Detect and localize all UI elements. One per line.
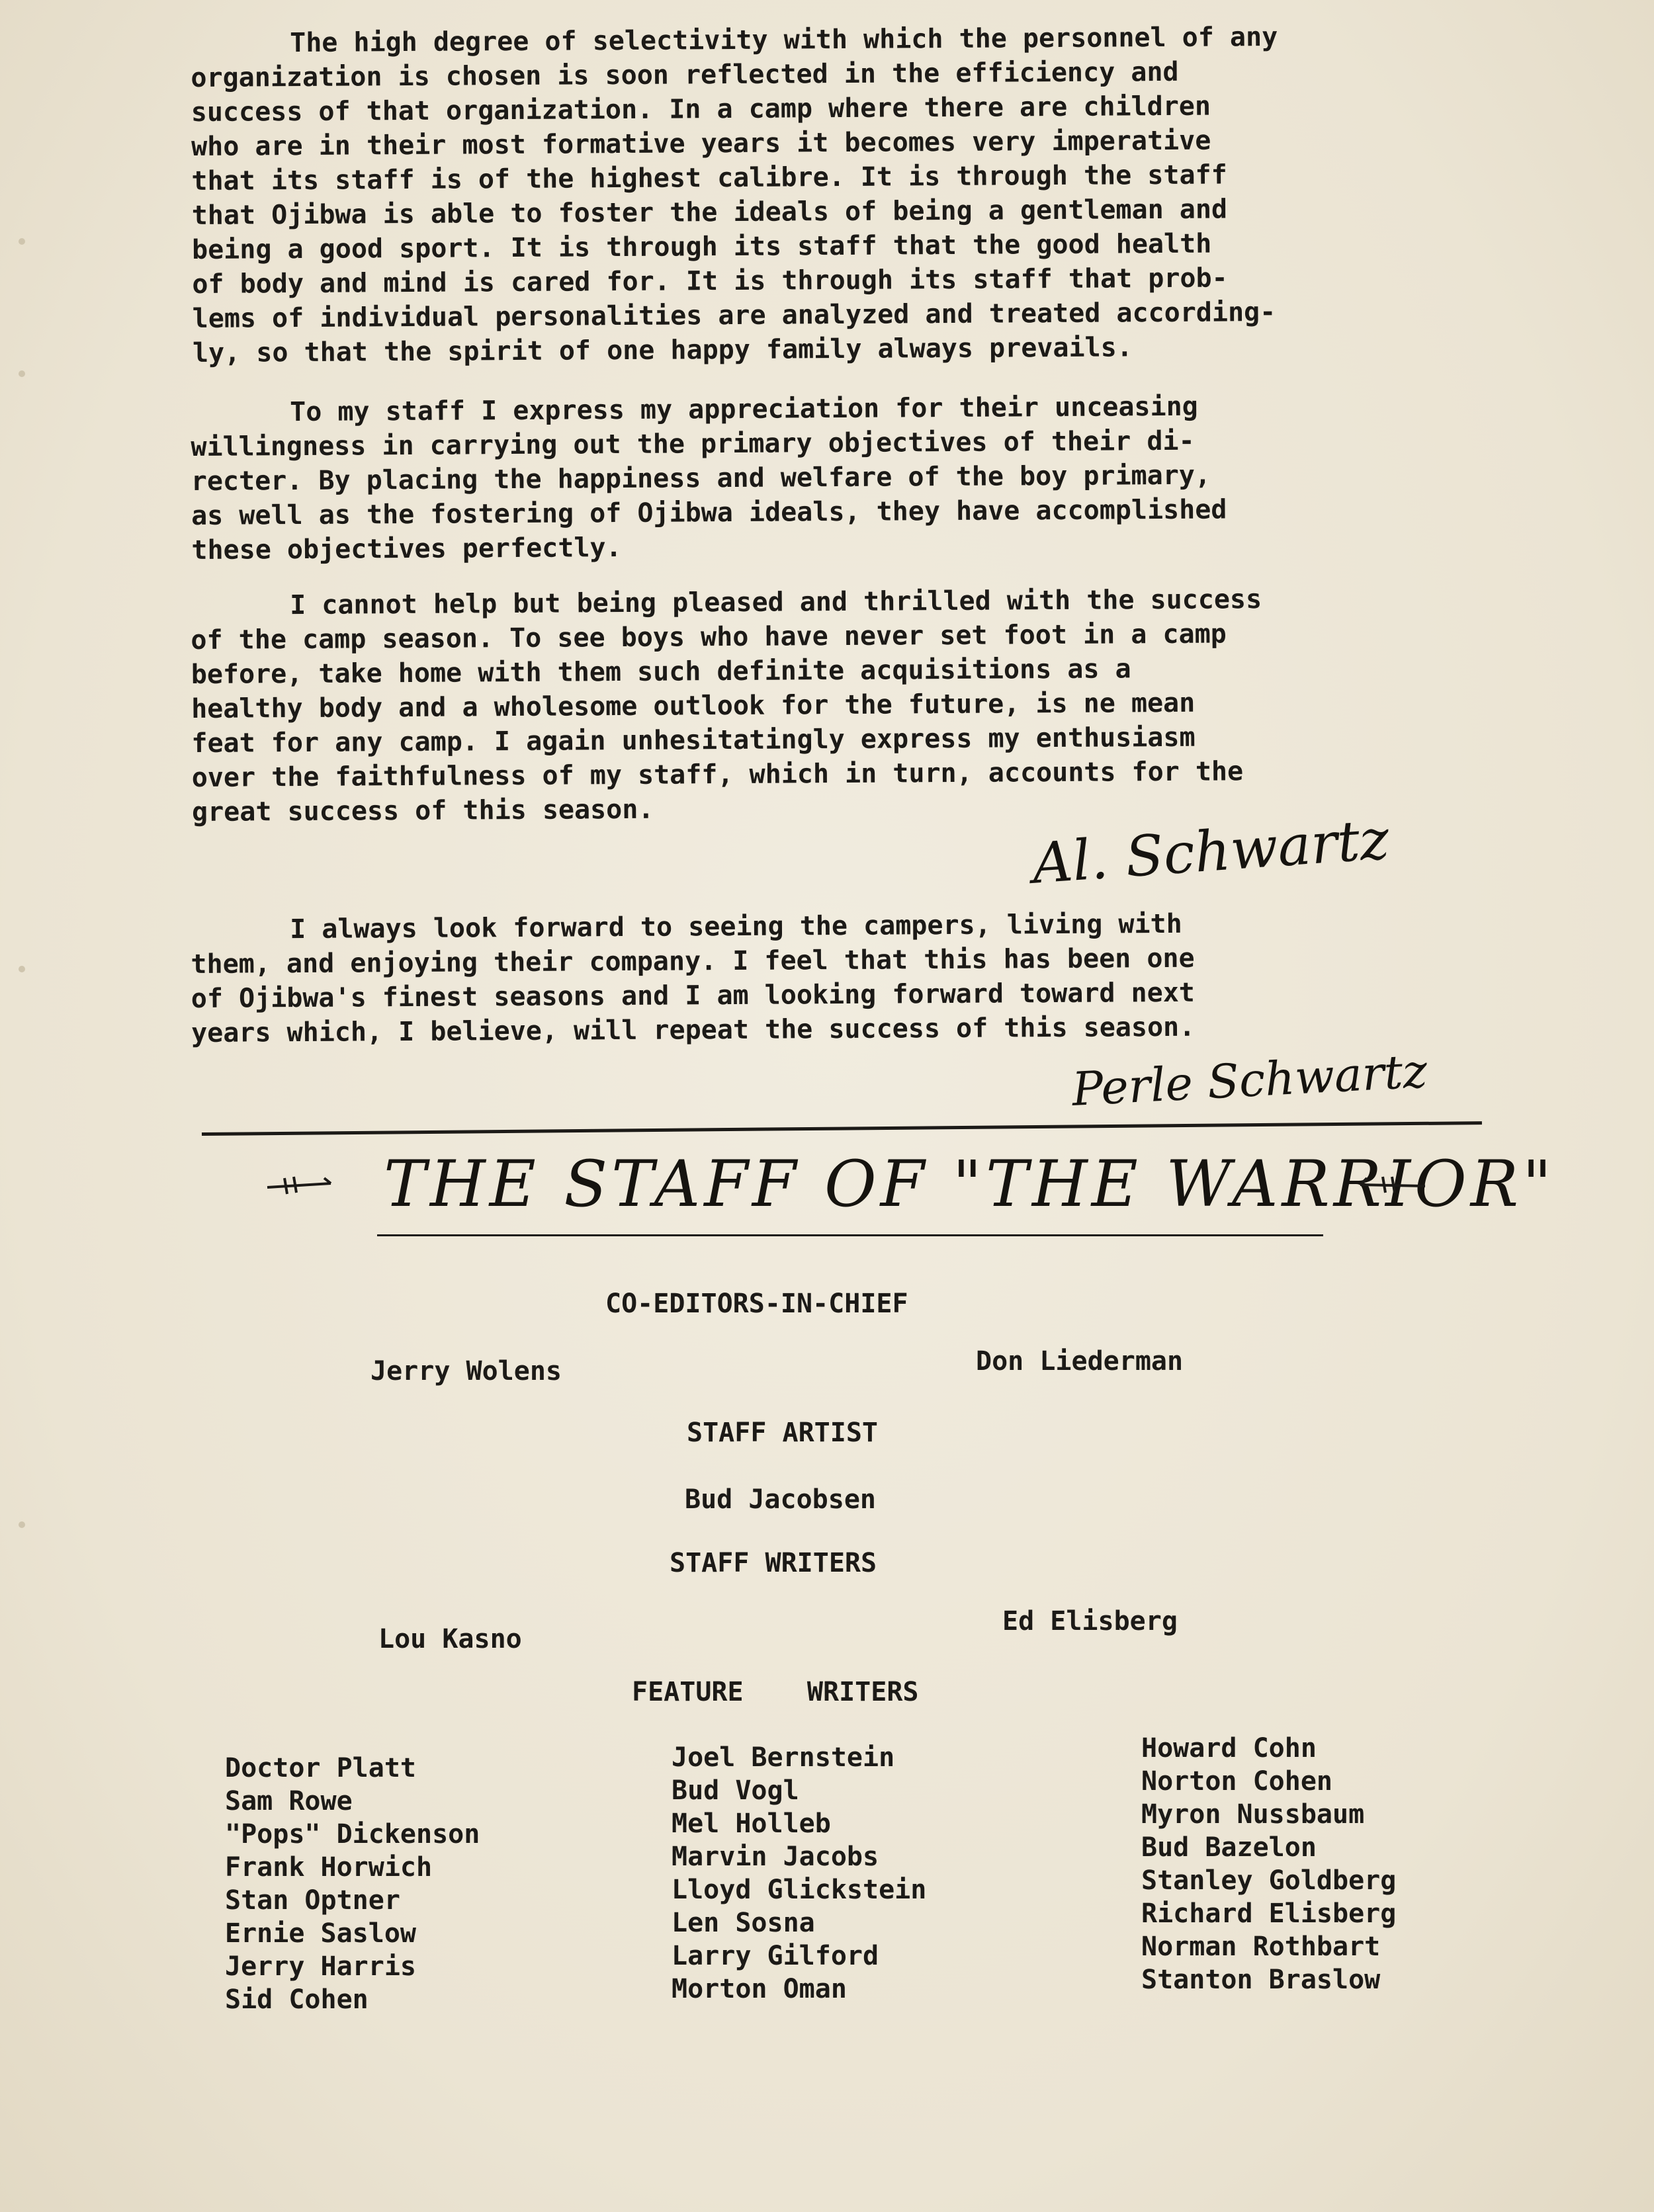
- list-item: Stanley Goldberg: [1141, 1865, 1397, 1896]
- list-item: Morton Oman: [672, 1974, 847, 2004]
- feature-writers-column-1: [225, 1752, 480, 2016]
- staff-writers-heading: STAFF WRITERS: [670, 1548, 877, 1578]
- banner-title: THE STAFF OF "THE WARRIOR": [384, 1147, 1556, 1221]
- list-item: Myron Nussbaum: [1141, 1799, 1365, 1830]
- right-flourish-icon: [1356, 1173, 1429, 1199]
- paragraph-campers: I always look forward to seeing the campers, living with them, and enjoying their company. I feel that this has been one of Ojibwa's finest seasons and I am looking forward toward next years which, I believe, will repeat the success of this season.: [191, 908, 1196, 1048]
- feature-writers-heading: FEATURE WRITERS: [632, 1677, 919, 1707]
- list-item: Bud Bazelon: [1141, 1832, 1317, 1863]
- banner-underline: [377, 1234, 1323, 1236]
- paragraph-staff-selectivity: The high degree of selectivity with which the personnel of any organization is chosen is soon reflected in the efficiency and success of that organization. In a camp where there are children who are in their most formative years it becomes very imperative that its staff is of the highest calibre. It is through the staff that Ojibwa is able to foster the ideals of being a gentleman and being a good sport. It is through its staff that the good health of body and mind is cared for. It is through its staff that prob- lems of individual personalities are analyzed and treated according- ly, so that the spirit of one happy family always prevails.: [191, 21, 1278, 368]
- list-item: Jerry Harris: [225, 1951, 416, 1982]
- list-item: "Pops" Dickenson: [225, 1819, 480, 1850]
- feature-writers-column-3: [1141, 1732, 1396, 1996]
- list-item: Stan Optner: [225, 1885, 400, 1916]
- list-item: Len Sosna: [672, 1908, 815, 1938]
- list-item: Bud Vogl: [672, 1775, 799, 1806]
- list-item: Howard Cohn: [1141, 1733, 1317, 1764]
- signature-al-schwartz: Al. Schwartz: [1030, 806, 1391, 896]
- list-item: Joel Bernstein: [672, 1742, 895, 1773]
- list-item: Frank Horwich: [225, 1852, 433, 1883]
- coeditors-heading: CO-EDITORS-IN-CHIEF: [605, 1289, 908, 1319]
- paragraph-staff-appreciation: To my staff I express my appreciation for their unceasing willingness in carrying out the primary objectives of their di- recter. By placing the happiness and welfare of the boy primary, as well as the fostering of Ojibwa ideals, they have accomplished these objectives perfectly.: [191, 391, 1227, 566]
- list-item: Norman Rothbart: [1141, 1932, 1381, 1962]
- feature-writers-column-2: [672, 1741, 926, 2006]
- coeditor-right: Don Liederman: [976, 1346, 1184, 1377]
- list-item: Larry Gilford: [672, 1941, 879, 1971]
- staff-artist-heading: STAFF ARTIST: [687, 1418, 878, 1448]
- list-item: Sam Rowe: [225, 1786, 353, 1816]
- staff-artist-name: Bud Jacobsen: [685, 1484, 876, 1515]
- list-item: Ernie Saslow: [225, 1918, 416, 1949]
- list-item: Marvin Jacobs: [672, 1842, 879, 1872]
- paragraph-camp-season: I cannot help but being pleased and thrilled with the success of the camp season. To see boys who have never set foot in a camp before, take home with them such definite acquisitions as a healthy body and a wholesome outlook for the future, is ne mean feat for any camp. I again unhesitatingly express my enthusiasm over the faithfulness of my staff, which in turn, accounts for the great success of this season.: [191, 584, 1262, 828]
- divider-rule: [202, 1121, 1482, 1136]
- list-item: Richard Elisberg: [1141, 1898, 1397, 1929]
- list-item: Stanton Braslow: [1141, 1965, 1381, 1995]
- list-item: Norton Cohen: [1141, 1766, 1332, 1797]
- left-flourish-icon: [265, 1173, 337, 1199]
- list-item: Sid Cohen: [225, 1984, 369, 2015]
- list-item: Lloyd Glickstein: [672, 1875, 927, 1905]
- signature-perle-schwartz: Perle Schwartz: [1070, 1043, 1429, 1117]
- list-item: Doctor Platt: [225, 1753, 416, 1783]
- staff-banner: [265, 1143, 1556, 1242]
- staff-writer-right: Ed Elisberg: [1002, 1606, 1178, 1637]
- coeditor-left: Jerry Wolens: [370, 1356, 562, 1386]
- list-item: Mel Holleb: [672, 1808, 831, 1839]
- staff-writer-left: Lou Kasno: [378, 1624, 522, 1654]
